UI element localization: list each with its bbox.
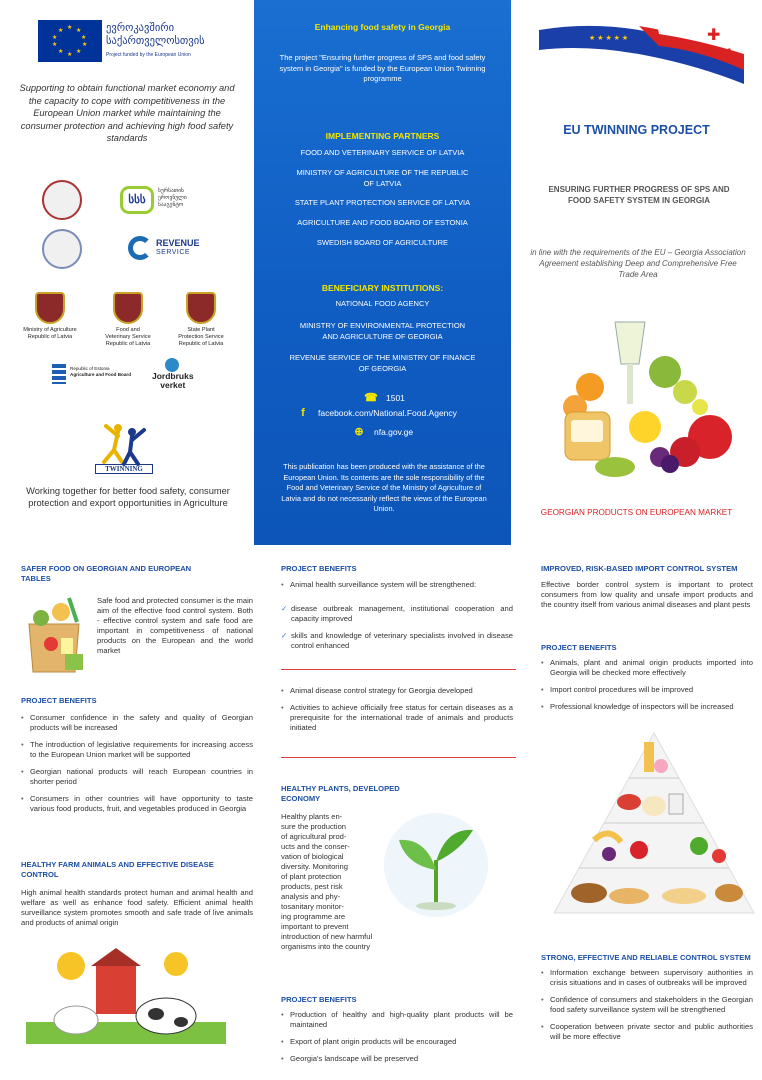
benefits-list bbox=[281, 1010, 513, 1071]
partner-item: MINISTRY OF AGRICULTURE OF THE REPUBLIC OF LATVIA bbox=[296, 168, 469, 188]
section-heading: STRONG, EFFECTIVE AND RELIABLE CONTROL SYSTEM bbox=[541, 953, 751, 962]
plants-body: Healthy plants en- sure the production of agricultural prod- ucts and the conser- vation of biological diversity. Monitoring of plant protection products, pest risk analysis and phy- tosanitary monitor- ing programme are important to prevent introduction of new harmful organisms into the country bbox=[281, 812, 373, 951]
list-item: • Consumer confidence in the safety and quality of Georgian products will be increased bbox=[21, 713, 253, 733]
section-intro: Safe food and protected consumer is the main aim of the effective food control system. Both - effective control system and safe food are important in competitiveness of national products on the European and the world market bbox=[97, 596, 253, 655]
svg-text:✚: ✚ bbox=[707, 25, 721, 44]
partner-item: FOOD AND VETERINARY SERVICE OF LATVIA bbox=[300, 148, 465, 157]
list-item: • Export of plant origin products will be encouraged bbox=[281, 1037, 513, 1047]
georgia-coat-of-arms-icon bbox=[42, 180, 82, 220]
phone-icon: ☎ bbox=[364, 392, 378, 404]
facebook-link[interactable]: facebook.com/National.Food.Agency bbox=[318, 408, 457, 418]
partner-item: SWEDISH BOARD OF AGRICULTURE bbox=[316, 238, 449, 247]
logos-panel bbox=[0, 0, 254, 545]
panel-heading: Enhancing food safety in Georgia bbox=[314, 22, 451, 32]
lv-ministry-caption: Ministry of Agriculture Republic of Latvia bbox=[23, 327, 77, 340]
facebook-icon: f bbox=[301, 407, 305, 419]
phone-number: 1501 bbox=[386, 392, 405, 403]
jordbruksverket-logo: Jordbruks verket bbox=[152, 371, 194, 390]
revenue-service-sub: SERVICE bbox=[156, 249, 191, 256]
intro-statement: Supporting to obtain functional market economy and the capacity to cope with competitiveness in the European Union market while maintaining the consumer protection and achieving high food safety standards bbox=[19, 83, 235, 143]
section-body: Effective border control system is important to protect consumers from low quality and unsafe import products and the country itself from various animal diseases and plant pests bbox=[541, 580, 753, 609]
list-item: • Animals, plant and animal origin products imported into Georgia will be checked more effectively bbox=[541, 658, 753, 678]
jordbruksverket-mark-icon bbox=[165, 358, 179, 372]
svg-text:★ ★ ★ ★ ★: ★ ★ ★ ★ ★ bbox=[589, 35, 629, 42]
section-heading: HEALTHY FARM ANIMALS AND EFFECTIVE DISEASE CONTROL bbox=[21, 860, 214, 879]
disclaimer-text: This publication has been produced with the assistance of the European Union. Its contents are the sole responsibility of the Food and Veterinary Service of the Ministry of Agriculture of Latvia and do not necessarily reflect the views of the European Union. bbox=[281, 462, 487, 514]
working-together-text: Working together for better food safety, consumer protection and export opportunities in Agriculture bbox=[26, 486, 230, 508]
website-link[interactable]: nfa.gov.ge bbox=[374, 426, 414, 437]
list-item: • Consumers in other countries will have opportunity to taste various food products, fruit, and vegetables produced in Georgia bbox=[21, 794, 253, 814]
estonia-board-text: Republic of Estonia Agriculture and Food Board bbox=[70, 366, 131, 377]
list-item: • Confidence of consumers and stakeholders in the Georgian food safety surveillance system will be strengthened bbox=[541, 995, 753, 1015]
list-item: • The introduction of legislative requirements for increasing access to the European Union market will be supported bbox=[21, 740, 253, 760]
ministry-emblem-icon bbox=[42, 229, 82, 269]
section-heading: IMPROVED, RISK-BASED IMPORT CONTROL SYSTEM bbox=[541, 564, 738, 573]
farm-animals-illustration bbox=[26, 944, 226, 1044]
beneficiary-item: NATIONAL FOOD AGENCY bbox=[335, 299, 430, 308]
list-item: • Georgia's landscape will be preserved bbox=[281, 1054, 513, 1064]
grocery-bag-illustration bbox=[21, 594, 91, 674]
section-body: High animal health standards protect human and animal health and welfare as well as enhance food safety. Efficient animal health surveillance system promotes smooth and safe trade of live animals and products of animal origin bbox=[21, 888, 253, 927]
benefits-list bbox=[541, 658, 753, 719]
lv-plant-protection-caption: State Plant Protection Service Republic of Latvia bbox=[178, 327, 224, 347]
beneficiary-heading: BENEFICIARY INSTITUTIONS: bbox=[321, 283, 444, 293]
divider-line bbox=[281, 669, 516, 670]
lv-food-vet-caption: Food and Veterinary Service Republic of Latvia bbox=[105, 327, 151, 347]
divider-line bbox=[281, 757, 516, 758]
benefits-heading: PROJECT BENEFITS bbox=[281, 995, 357, 1004]
list-item: • Animal disease control strategy for Georgia developed bbox=[281, 686, 513, 696]
list-item: • Cooperation between private sector and public authorities will be more effective bbox=[541, 1022, 753, 1042]
latvia-coat-of-arms-icon bbox=[113, 292, 143, 324]
list-item: • Animal health surveillance system will be strengthened: bbox=[281, 580, 513, 590]
project-info-panel bbox=[254, 0, 511, 545]
svg-text:✚: ✚ bbox=[724, 47, 735, 62]
benefits-list bbox=[541, 968, 753, 1049]
facebook-contact[interactable] bbox=[294, 407, 494, 419]
beneficiary-item: MINISTRY OF ENVIRONMENTAL PROTECTION AND AGRICULTURE OF GEORGIA bbox=[299, 321, 466, 341]
sprout-illustration bbox=[381, 810, 491, 920]
eu-flag-logo: ★ ★ ★ ★ ★ ★ ★ ★ ★ ★ bbox=[38, 20, 102, 62]
eu-for-georgia-text: ევროკავშირი საქართველოსთვის bbox=[106, 22, 205, 47]
project-description: The project "Ensuring further progress of SPS and food safety system in Georgia" is funded by the European Union Twinning programme bbox=[279, 53, 486, 83]
benefits-heading: PROJECT BENEFITS bbox=[21, 696, 97, 705]
revenue-service-label: REVENUE bbox=[156, 238, 200, 248]
section-heading: SAFER FOOD ON GEORGIAN AND EUROPEAN TABLES bbox=[21, 564, 192, 583]
latvia-coat-of-arms-icon bbox=[186, 292, 216, 324]
checklist bbox=[281, 604, 513, 658]
partner-item: AGRICULTURE AND FOOD BOARD OF ESTONIA bbox=[297, 218, 468, 227]
globe-icon: ⊕ bbox=[354, 426, 364, 438]
benefits-list bbox=[281, 580, 513, 597]
benefits-list bbox=[21, 713, 253, 821]
eu-funded-note: Project funded by the European Union bbox=[106, 52, 191, 58]
list-item: • Professional knowledge of inspectors will be increased bbox=[541, 702, 753, 712]
cover-red-caption: GEORGIAN PRODUCTS ON EUROPEAN MARKET bbox=[540, 508, 733, 517]
list-item: • Activities to achieve officially free status for certain diseases as a prerequisite for the international trade of animals and products initiated bbox=[281, 703, 513, 733]
cover-subtitle: ENSURING FURTHER PROGRESS OF SPS AND FOOD SAFETY SYSTEM IN GEORGIA bbox=[548, 185, 730, 205]
beneficiary-item: REVENUE SERVICE OF THE MINISTRY OF FINANCE OF GEORGIA bbox=[289, 353, 476, 373]
cover-italic-note: in line with the requirements of the EU – Georgia Association Agreement establishing Deep and Comprehensive Free Trade Area bbox=[530, 248, 746, 279]
partners-heading: IMPLEMENTING PARTNERS bbox=[325, 131, 440, 141]
food-pyramid-illustration bbox=[549, 728, 759, 918]
twinning-label: TWINNING bbox=[95, 464, 153, 474]
national-food-agency-text: სურსათის ეროვნული სააგენტო bbox=[158, 188, 187, 208]
estonia-logo-icon bbox=[52, 364, 66, 384]
cover-panel bbox=[511, 0, 762, 545]
list-item: • Production of healthy and high-quality plant products will be maintained bbox=[281, 1010, 513, 1030]
benefits-list bbox=[281, 686, 513, 740]
cover-title: EU TWINNING PROJECT bbox=[563, 123, 710, 137]
benefits-heading: PROJECT BENEFITS bbox=[281, 564, 357, 573]
national-food-agency-logo: სსს bbox=[120, 186, 154, 214]
section-heading: HEALTHY PLANTS, DEVELOPED ECONOMY bbox=[281, 784, 400, 803]
partner-item: STATE PLANT PROTECTION SERVICE OF LATVIA bbox=[294, 198, 471, 207]
check-item: ✓ skills and knowledge of veterinary specialists involved in disease control enhanced bbox=[281, 631, 513, 651]
list-item: • Import control procedures will be improved bbox=[541, 685, 753, 695]
list-item: • Information exchange between supervisory authorities in crisis situations and in cases of outbreaks will be improved bbox=[541, 968, 753, 988]
latvia-coat-of-arms-icon bbox=[35, 292, 65, 324]
eu-georgia-flag-icon bbox=[539, 20, 744, 84]
list-item: • Georgian national products will reach European countries in shorter period bbox=[21, 767, 253, 787]
benefits-heading: PROJECT BENEFITS bbox=[541, 643, 617, 652]
fruit-basket-illustration bbox=[535, 312, 745, 482]
check-item: ✓ disease outbreak management, institutional cooperation and capacity improved bbox=[281, 604, 513, 624]
revenue-service-icon bbox=[128, 236, 152, 260]
